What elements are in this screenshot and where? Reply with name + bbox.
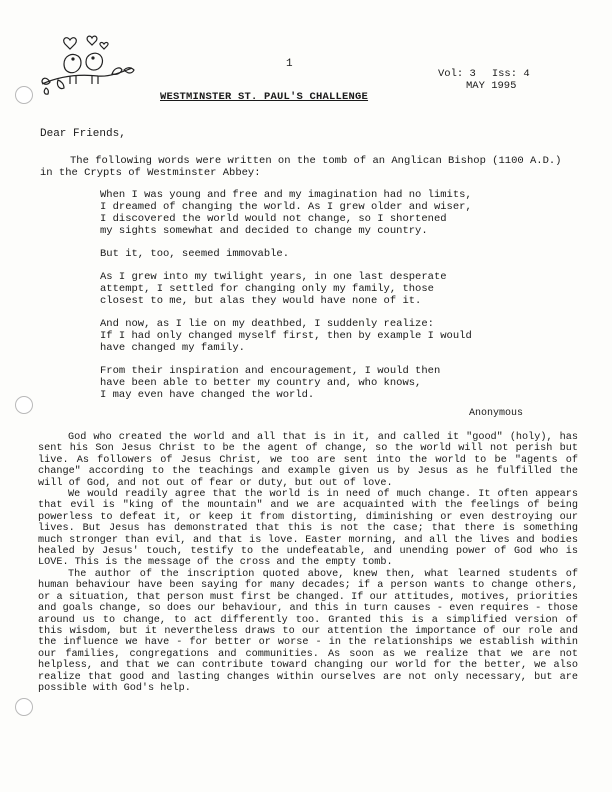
punch-hole <box>15 396 33 414</box>
quote-stanza: When I was young and free and my imagination had no limits, I dreamed of changing the world. As I grew older and wiser, I discovered the world would not change, so I shortened my sights somewhat and decided to change my country. <box>100 189 472 237</box>
quote-stanza: As I grew into my twilight years, in one last desperate attempt, I settled for changing only my family, those closest to me, but alas they would have none of it. <box>100 271 447 307</box>
newsletter-title: WESTMINSTER ST. PAUL'S CHALLENGE <box>160 91 369 103</box>
birds-on-branch-icon <box>40 32 136 102</box>
salutation: Dear Friends, <box>40 128 126 140</box>
issue-date: MAY 1995 <box>466 80 517 92</box>
letter-body <box>38 432 578 694</box>
body-paragraph: We would readily agree that the world is in need of much change. It often appears that evil is "king of the mountain" and we are acquainted with the feelings of being powerless to defeat it, or keep it from distorting, diminishing or even destroying our lives. But Jesus has demonstrated that this is not the case; that there is something much stronger than evil, and that is love. Easter morning, and all the lives and bodies healed by Jesus' touch, testify to the undefeatable, and unending power of God who is LOVE. This is the message of the cross and the empty tomb. <box>38 489 578 569</box>
body-paragraph: God who created the world and all that is in it, and called it "good" (holy), has sent his Son Jesus Christ to be the agent of change, so the world will not perish but live. As followers of Jesus Christ, we too are sent into the world to be "agents of change" according to the teachings and example given us by Jesus as he fulfilled the will of God, and not out of fear or duty, but out of love. <box>38 432 578 489</box>
punch-hole <box>15 698 33 716</box>
punch-hole <box>15 86 33 104</box>
quote-stanza: And now, as I lie on my deathbed, I suddenly realize: If I had only changed myself first, then by example I would have changed my family. <box>100 318 472 354</box>
tomb-inscription-quote <box>100 189 540 412</box>
quote-stanza: But it, too, seemed immovable. <box>100 248 290 260</box>
page-number: 1 <box>286 58 293 70</box>
quote-stanza: From their inspiration and encouragement, I would then have been able to better my country and, who knows, I may even have changed the world. <box>100 365 441 401</box>
body-paragraph: The author of the inscription quoted above, knew then, what learned students of human behaviour have been saying for many decades; if a person wants to change others, or a situation, that person must first be changed. If our attitudes, motives, priorities and goals change, so does our behaviour, and this in turn causes - even requires - those around us to change, to act differently too. Granted this is a simplified version of this wisdom, but it nevertheless draws to our attention the importance of our role and the influence we have - for better or worse - in the relationships we establish within our families, congregations and communities. As soon as we realize that we are not helpless, and that we can contribute toward changing our world for the better, we also realize that good and lasting changes within ourselves are not only necessary, but are possible with God's help. <box>38 568 578 694</box>
volume-label: Vol: 3 <box>438 68 476 80</box>
issue-label: Iss: 4 <box>491 68 530 80</box>
volume-issue <box>438 68 546 80</box>
intro-paragraph: The following words were written on the tomb of an Anglican Bishop (1100 A.D.) in the Crypts of Westminster Abbey: <box>40 155 562 179</box>
quote-attribution: Anonymous <box>469 408 524 419</box>
